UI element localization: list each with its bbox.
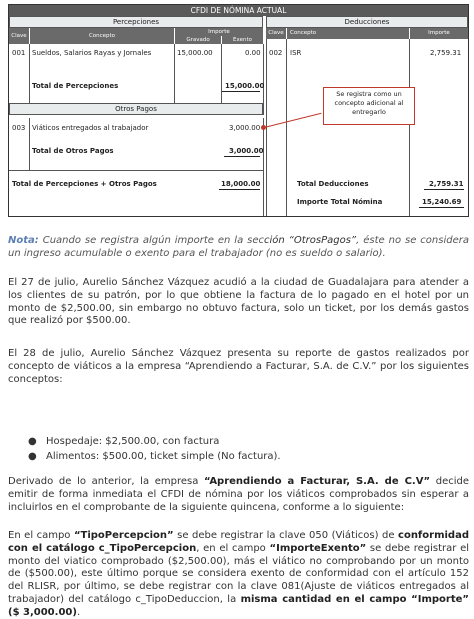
otros-row-clave: 003	[12, 124, 26, 132]
callout-note: Se registra como un concepto adicional al entregarlo	[323, 87, 415, 125]
note-text-2: “OtrosPagos”	[284, 235, 357, 246]
note-text-1: Cuando se registra algún importe en la sec	[38, 235, 265, 246]
perc-total-label: Total de Percepciones	[32, 82, 119, 90]
callout-arrow-dot	[261, 125, 266, 130]
note-paragraph	[8, 235, 469, 261]
neto-value: 15,240.69	[422, 198, 462, 206]
grand-total-value: 18,000.00	[221, 180, 261, 188]
ded-row-clave: 002	[269, 49, 283, 57]
col-exento: Exento	[222, 36, 263, 44]
percepciones-header: Percepciones	[9, 16, 263, 28]
deducciones-header: Deducciones	[266, 16, 468, 28]
perc-row-gravado: 15,000.00	[177, 49, 213, 57]
perc-row-concepto: Sueldos, Salarios Rayas y Jornales	[32, 49, 152, 57]
expense-list	[28, 434, 281, 464]
paragraph-2: El 28 de julio, Aurelio Sánchez Vázquez presenta su reporte de gastos realizados por concepto de viáticos a la empresa “Aprendiendo a Facturar, S.A. de C.V.” por los siguientes conceptos:	[8, 348, 469, 385]
col-clave: Clave	[9, 28, 29, 44]
note-text-cion: ción	[264, 235, 285, 246]
col-concepto: Concepto	[30, 28, 174, 44]
otros-total-value: 3,000.00	[229, 147, 264, 155]
table-title: CFDI DE NÓMINA ACTUAL	[9, 5, 468, 16]
ded-col-clave: Clave	[266, 28, 286, 39]
neto-label: Importe Total Nómina	[297, 198, 383, 206]
ded-total-label: Total Deducciones	[297, 180, 369, 188]
ded-total-value: 2,759.31	[429, 180, 464, 188]
perc-total-value: 15,000.00	[225, 82, 265, 90]
ded-col-concepto: Concepto	[287, 28, 409, 39]
list-item: ● Hospedaje: $2,500.00, con factura	[28, 436, 220, 447]
list-item: ● Alimentos: $500.00, ticket simple (No factura).	[28, 451, 281, 462]
ded-row-concepto: ISR	[290, 49, 302, 57]
otros-pagos-header: Otros Pagos	[9, 103, 263, 115]
col-gravado: Gravado	[175, 36, 221, 44]
perc-row-clave: 001	[12, 49, 26, 57]
otros-row-importe: 3,000.00	[229, 124, 261, 132]
paragraph-3: Derivado de lo anterior, la empresa “Aprendiendo a Facturar, S.A. de C.V” decide emitir de forma inmediata el CFDI de nómina por los viáticos comprobados sin esperar a incluirlos en el comprobante de la siguiente quincena, conforme a lo siguiente:	[8, 476, 469, 513]
grand-total-label: Total de Percepciones + Otros Pagos	[12, 180, 157, 188]
note-label: Nota:	[8, 235, 39, 246]
ded-row-importe: 2,759.31	[430, 49, 462, 57]
col-importe: Importe	[175, 28, 263, 36]
paragraph-4: En el campo “TipoPercepcion” se debe registrar la clave 050 (Viáticos) de conformidad con el catálogo c_TipoPercepcion, en el campo “ImporteExento” se debe registrar el monto del viatico comprobado ($2,500.00), más el viático no comprobando por un monto de ($500.00), este último porque se considera exento de conformidad con el artículo 152 del RLISR, por último, se debe registrar con la clave 081(Ajuste de viáticos entregados al trabajador) del catálogo c_TipoDeduccion, la misma cantidad en el campo “Importe” ($ 3,000.00).	[8, 530, 470, 618]
perc-row-exento: 0.00	[245, 49, 261, 57]
otros-row-concepto: Viáticos entregados al trabajador	[32, 124, 149, 132]
otros-total-label: Total de Otros Pagos	[32, 147, 114, 155]
paragraph-1: El 27 de julio, Aurelio Sánchez Vázquez acudió a la ciudad de Guadalajara para atender a los clientes de su patrón, por lo que obtiene la factura de lo pagado en el hotel por un monto de $2,500.00, sin embargo no obtuvo factura, solo un ticket, por los demás gastos que realizó por $500.00.	[8, 277, 469, 327]
ded-col-importe: Importe	[410, 28, 468, 39]
note-text-3: , éste no se considera un ingreso acumulable o exento para el trabajador (no es sueldo o salario).	[8, 235, 469, 259]
